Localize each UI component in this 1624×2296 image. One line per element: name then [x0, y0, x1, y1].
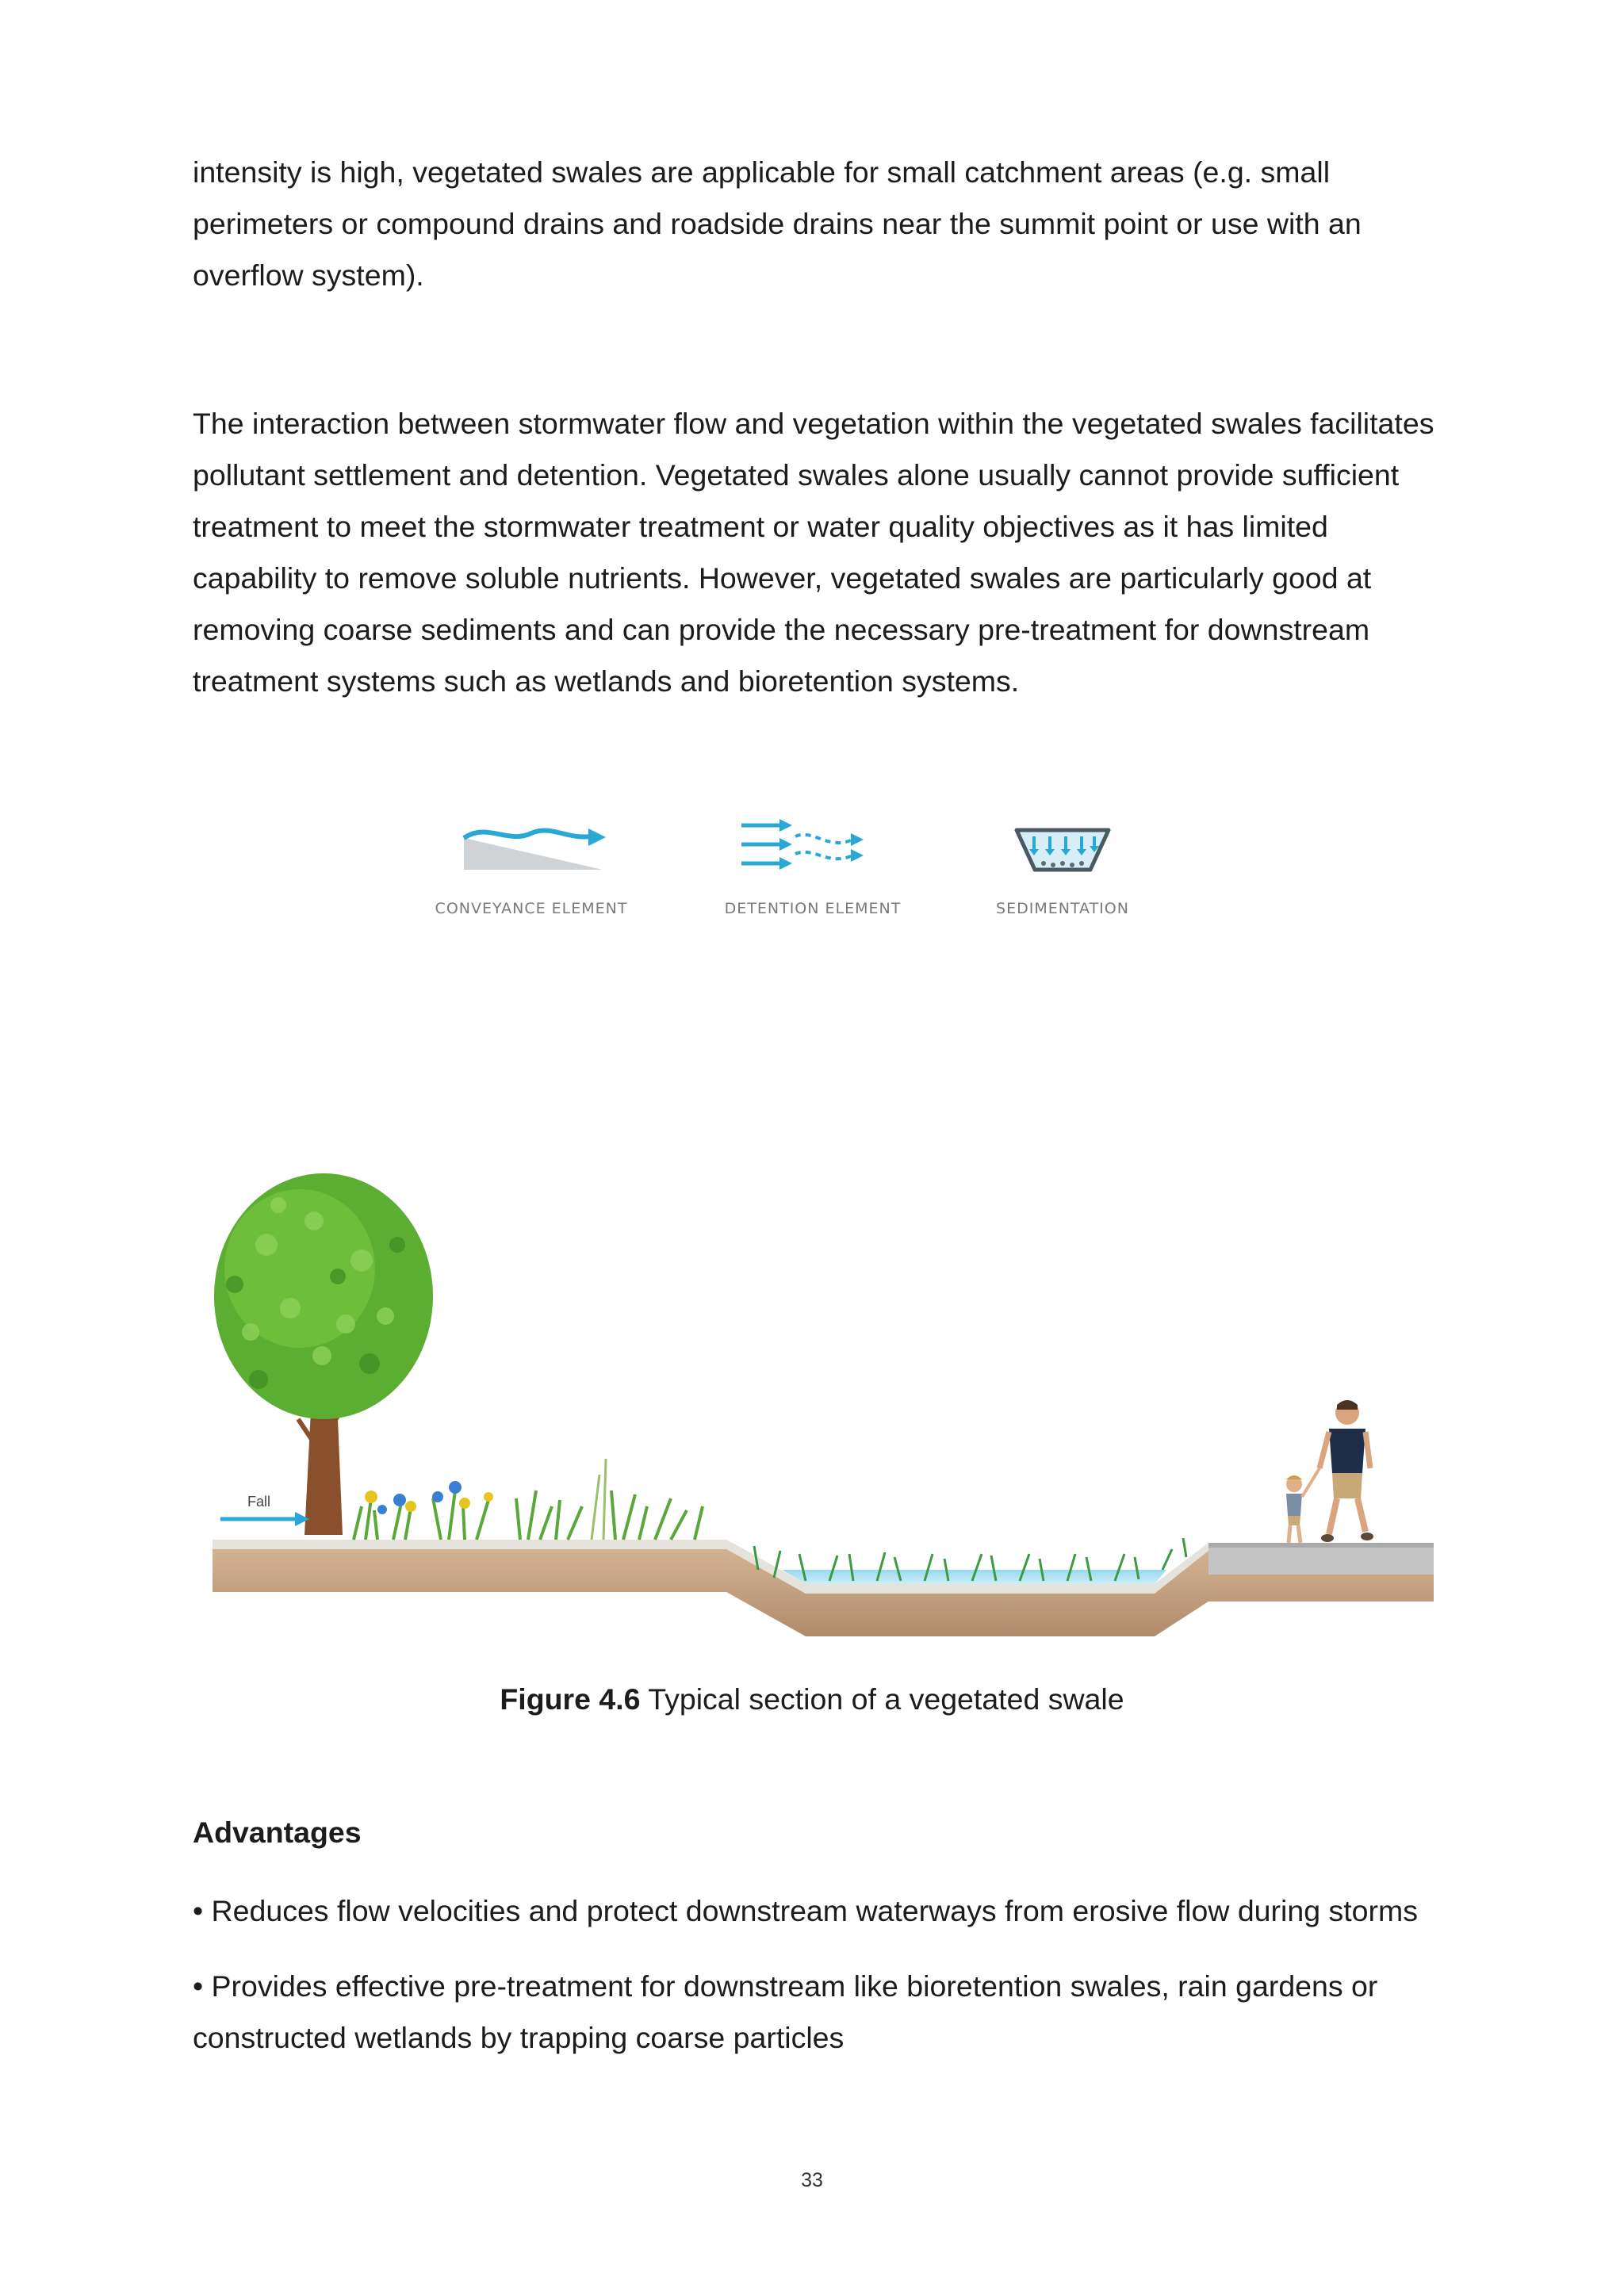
text-line: perimeters or compound drains and roadside drains near the summit point or use with an: [193, 207, 1362, 240]
bank-flowers: [365, 1481, 493, 1514]
caption-text: Typical section of a vegetated swale: [640, 1682, 1124, 1716]
text-line: removing coarse sediments and can provide the necessary pre-treatment for downstream: [193, 613, 1370, 646]
text-line: constructed wetlands by trapping coarse particles: [193, 2021, 845, 2054]
conveyance-icon: [412, 805, 650, 892]
bullet-item-1: [193, 1885, 1454, 1937]
text-line: intensity is high, vegetated swales are applicable for small catchment areas (e.g. small: [193, 155, 1331, 189]
sedimentation-icon: [944, 805, 1182, 892]
text-line: overflow system).: [193, 258, 424, 292]
figure-legend: [412, 805, 1158, 939]
tree: [214, 1173, 433, 1535]
detention-icon: [694, 805, 932, 892]
text-line: treatment to meet the stormwater treatment or water quality objectives as it has limited: [193, 510, 1328, 543]
bullet-item-2: [193, 1961, 1454, 2064]
legend-label: SEDIMENTATION: [996, 900, 1129, 917]
page-number: 33: [801, 2169, 823, 2191]
legend-item-conveyance: [412, 805, 650, 939]
swale-cross-section-illustration: [203, 1158, 1440, 1665]
legend-label: DETENTION ELEMENT: [724, 900, 902, 917]
bank-vegetation: [354, 1459, 703, 1540]
text-line: capability to remove soluble nutrients. However, vegetated swales are particularly good at: [193, 561, 1372, 595]
legend-label: CONVEYANCE ELEMENT: [435, 900, 628, 917]
text-line: treatment systems such as wetlands and bioretention systems.: [193, 664, 1020, 698]
legend-item-detention: [694, 805, 932, 939]
body-paragraph-2: [193, 398, 1454, 707]
text-line: • Reduces flow velocities and protect downstream waterways from erosive flow during storms: [193, 1894, 1418, 1927]
fall-label: Fall: [247, 1494, 271, 1510]
section-heading: Advantages: [193, 1816, 362, 1849]
legend-item-sedimentation: [944, 805, 1182, 939]
adult-figure: [1320, 1400, 1373, 1542]
figure-caption: [0, 1682, 1624, 1716]
caption-number: Figure 4.6: [500, 1682, 641, 1716]
fall-arrow: [220, 1512, 309, 1526]
child-figure: [1286, 1468, 1320, 1543]
text-line: • Provides effective pre-treatment for downstream like bioretention swales, rain gardens or: [193, 1969, 1378, 2003]
text-line: The interaction between stormwater flow and vegetation within the vegetated swales facilitates: [193, 407, 1434, 440]
text-line: pollutant settlement and detention. Vegetated swales alone usually cannot provide sufficient: [193, 458, 1400, 492]
body-paragraph-1: [193, 147, 1454, 301]
ground-profile: [213, 1540, 1434, 1636]
